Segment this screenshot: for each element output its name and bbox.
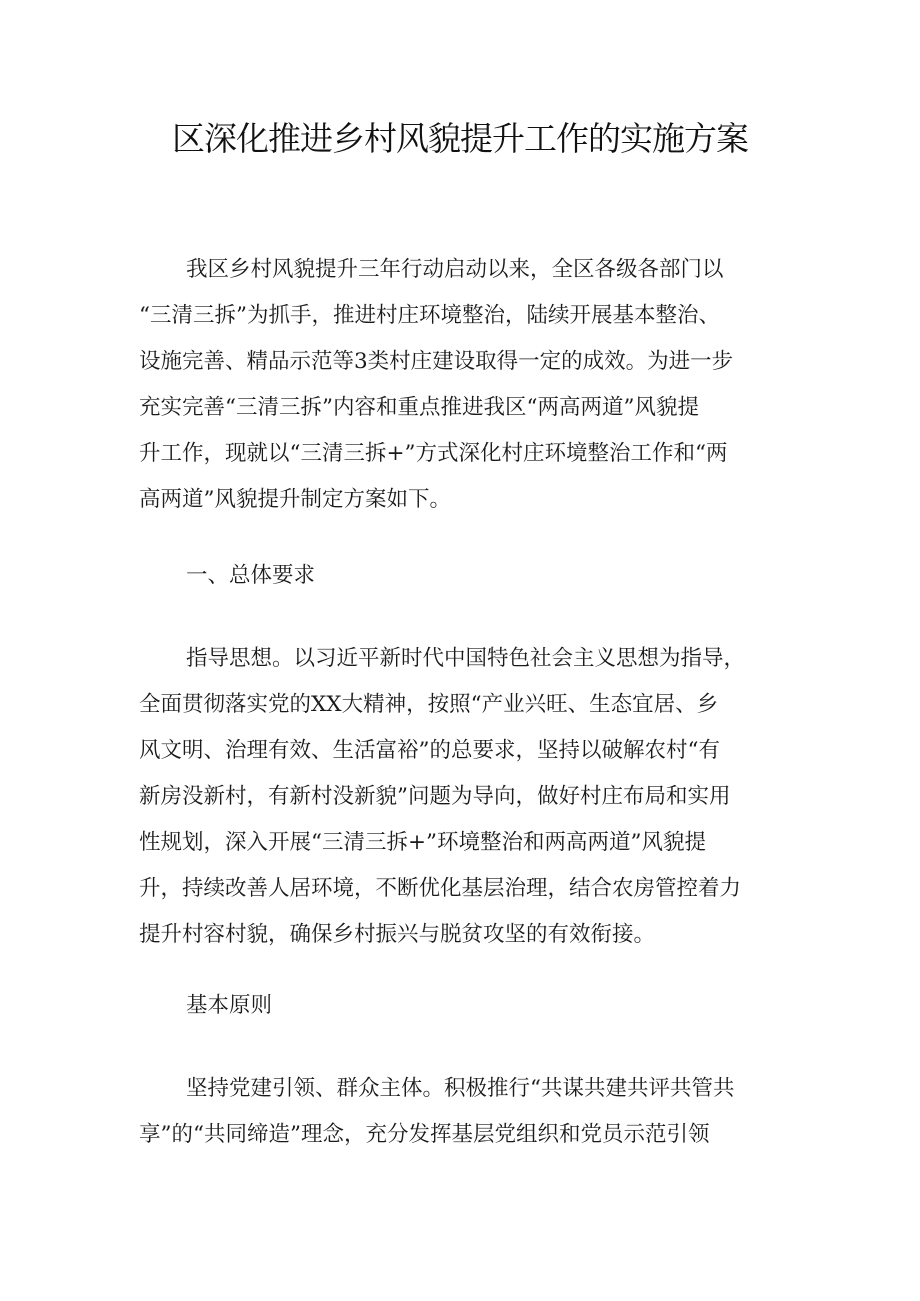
principle-paragraph — [139, 1066, 795, 1158]
intro-line: 充实完善“三清三拆”内容和重点推进我区“两高两道”风貌提 — [139, 395, 699, 420]
guiding-line: 指导思想。以习近平新时代中国特色社会主义思想为指导， — [186, 646, 746, 671]
intro-line: 我区乡村风貌提升三年行动启动以来，全区各级各部门以 — [186, 257, 724, 282]
guiding-ideology-paragraph — [139, 636, 795, 958]
intro-line: 升工作，现就以“三清三拆+”方式深化村庄环境整治工作和“两 — [139, 441, 728, 466]
guiding-line: 风文明、治理有效、生活富裕”的总要求，坚持以破解农村“有 — [139, 738, 720, 763]
section-heading-basic-principles: 基本原则 — [186, 993, 273, 1018]
guiding-line: 升，持续改善人居环境，不断优化基层治理，结合农房管控着力 — [139, 876, 742, 901]
principle-line: 坚持党建引领、群众主体。积极推行“共谋共建共评共管共 — [186, 1076, 735, 1101]
guiding-line: 新房没新村，有新村没新貌”问题为导向，做好村庄布局和实用 — [139, 784, 731, 809]
guiding-line: 提升村容村貌，确保乡村振兴与脱贫攻坚的有效衔接。 — [139, 922, 656, 947]
guiding-line: 性规划，深入开展“三清三拆+”环境整治和两高两道”风貌提 — [139, 830, 706, 855]
intro-line: 设施完善、精品示范等3类村庄建设取得一定的成效。为进一步 — [139, 349, 734, 374]
intro-line: 高两道”风貌提升制定方案如下。 — [139, 487, 451, 512]
principle-line: 享”的“共同缔造”理念，充分发挥基层党组织和党员示范引领 — [139, 1122, 710, 1147]
intro-paragraph — [139, 247, 795, 523]
guiding-line: 全面贯彻落实党的XX大精神，按照“产业兴旺、生态宜居、乡 — [139, 692, 719, 717]
intro-line: “三清三拆”为抓手，推进村庄环境整治，陆续开展基本整治、 — [139, 303, 720, 328]
document-title: 区深化推进乡村风貌提升工作的实施方案 — [172, 119, 748, 158]
section-heading-general-requirements: 一、总体要求 — [186, 563, 316, 588]
